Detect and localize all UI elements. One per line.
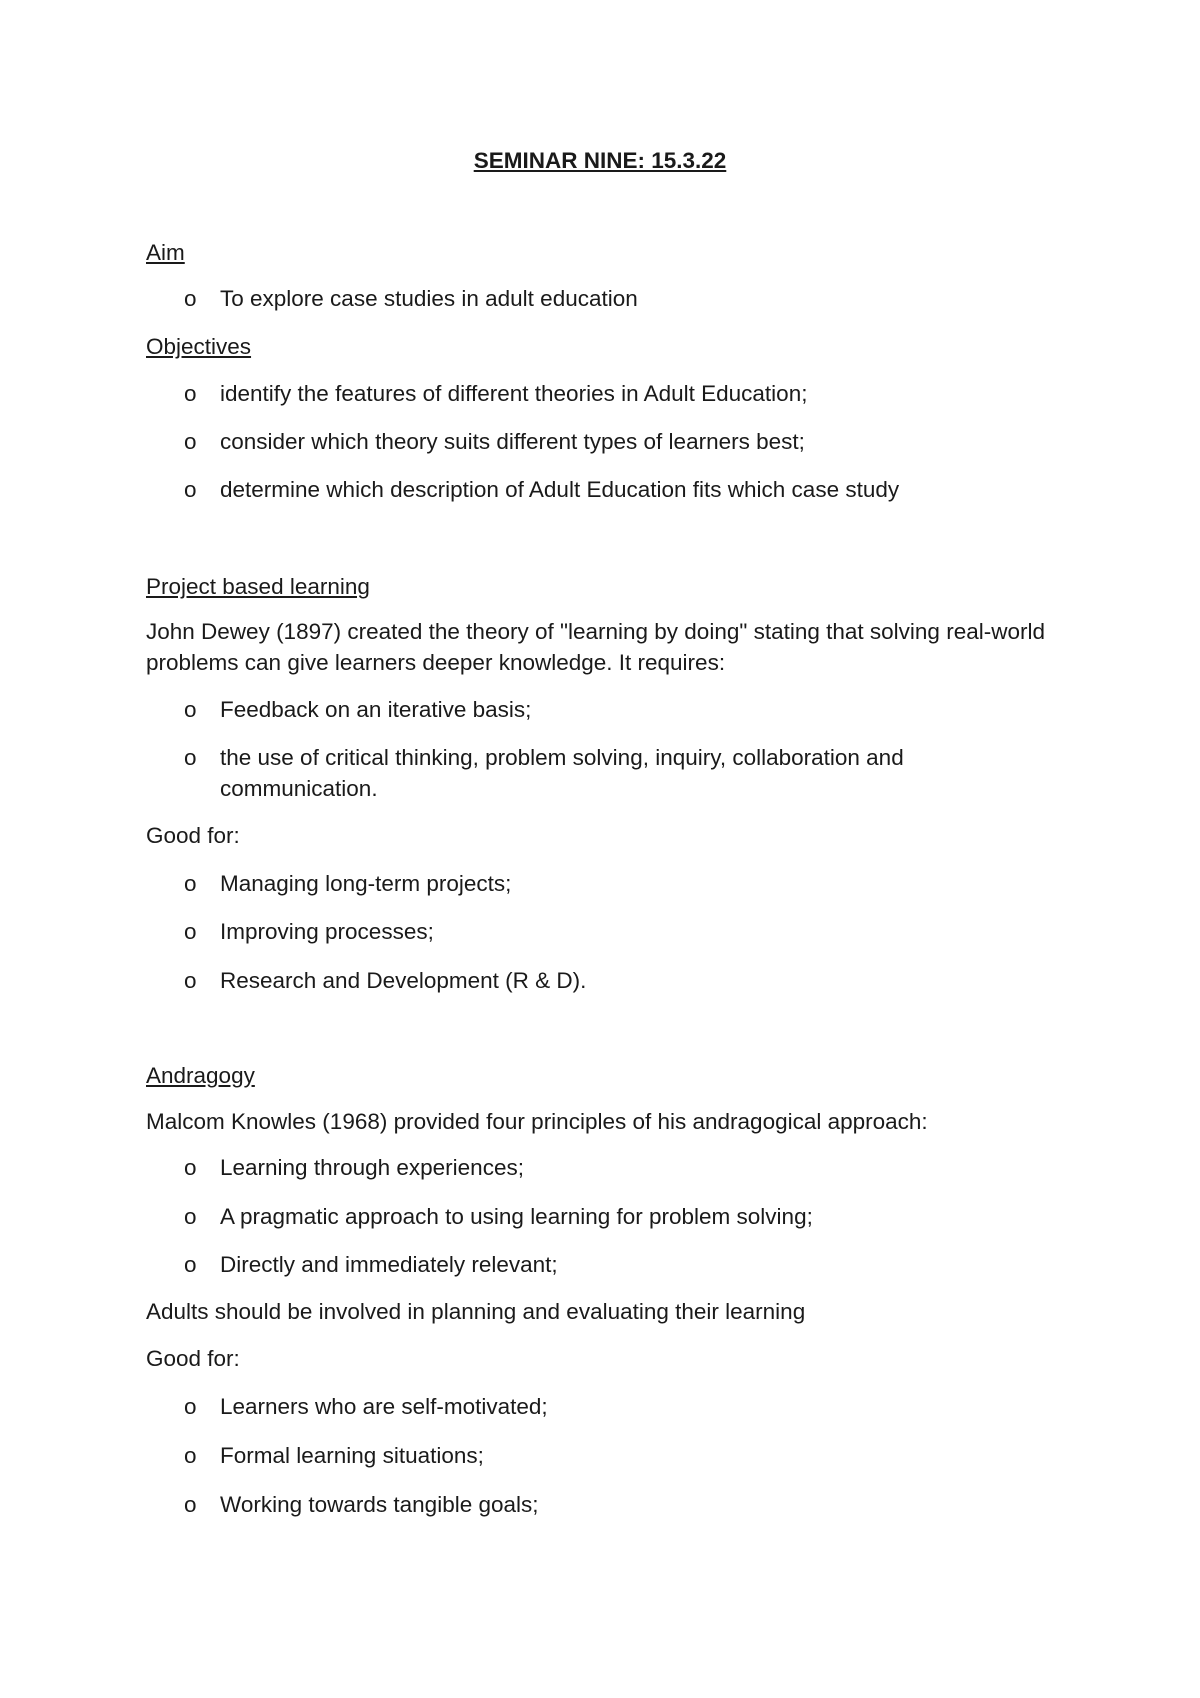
andragogy-note: Adults should be involved in planning and evaluating their learning xyxy=(146,1299,806,1324)
page-title: SEMINAR NINE: 15.3.22 xyxy=(473,148,727,173)
bullet-icon: o xyxy=(184,1252,197,1277)
good-for-item: Formal learning situations; xyxy=(220,1443,484,1468)
project-heading: Project based learning xyxy=(146,574,370,599)
bullet-icon: o xyxy=(184,1443,197,1468)
bullet-icon: o xyxy=(184,381,197,406)
bullet-icon: o xyxy=(184,1155,197,1180)
good-for-item: Research and Development (R & D). xyxy=(220,968,587,993)
bullet-icon: o xyxy=(184,1394,197,1419)
objective-item: consider which theory suits different types of learners best; xyxy=(220,429,805,454)
andragogy-heading: Andragogy xyxy=(146,1063,255,1088)
objective-item: identify the features of different theories in Adult Education; xyxy=(220,381,808,406)
bullet-icon: o xyxy=(184,697,197,722)
good-for-item: Managing long-term projects; xyxy=(220,871,512,896)
andragogy-good-for-label: Good for: xyxy=(146,1346,240,1371)
good-for-item: Improving processes; xyxy=(220,919,434,944)
bullet-icon: o xyxy=(184,1204,197,1229)
project-good-for-label: Good for: xyxy=(146,823,240,848)
requirement-item: Feedback on an iterative basis; xyxy=(220,697,532,722)
objective-item: determine which description of Adult Education fits which case study xyxy=(220,477,900,502)
good-for-item: Working towards tangible goals; xyxy=(220,1492,539,1517)
good-for-item: Learners who are self-motivated; xyxy=(220,1394,548,1419)
bullet-icon: o xyxy=(184,477,197,502)
andragogy-intro: Malcom Knowles (1968) provided four principles of his andragogical approach: xyxy=(146,1109,928,1134)
bullet-icon: o xyxy=(184,871,197,896)
requirement-item: the use of critical thinking, problem solving, inquiry, collaboration and communication. xyxy=(220,745,904,801)
bullet-icon: o xyxy=(184,745,197,770)
bullet-icon: o xyxy=(184,286,197,311)
aim-heading: Aim xyxy=(146,240,185,265)
aim-item: To explore case studies in adult education xyxy=(220,286,638,311)
bullet-icon: o xyxy=(184,429,197,454)
objectives-heading: Objectives xyxy=(146,334,252,359)
bullet-icon: o xyxy=(184,968,197,993)
principle-item: Learning through experiences; xyxy=(220,1155,524,1180)
project-intro: John Dewey (1897) created the theory of "learning by doing" stating that solving real-world problems can give learners deeper knowledge. It requires: xyxy=(146,619,1045,675)
bullet-icon: o xyxy=(184,919,197,944)
principle-item: Directly and immediately relevant; xyxy=(220,1252,558,1277)
bullet-icon: o xyxy=(184,1492,197,1517)
principle-item: A pragmatic approach to using learning for problem solving; xyxy=(220,1204,813,1229)
